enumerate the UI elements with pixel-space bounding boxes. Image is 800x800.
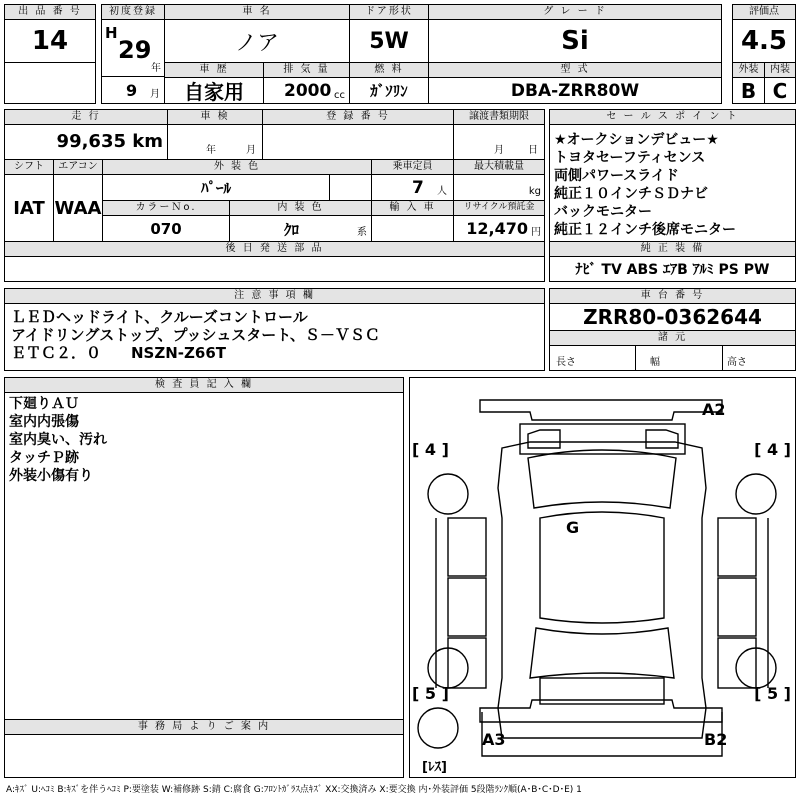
exterior-score: B [732, 77, 765, 104]
color-no-label: カラーＮo. [102, 200, 230, 216]
sales-point-item: 純正１０インチＳＤナビ [554, 186, 708, 202]
sales-points-list [549, 124, 796, 242]
import-label: 輸 入 車 [371, 200, 454, 216]
later-parts-cell [4, 256, 545, 282]
year-unit: 年 [151, 63, 161, 74]
ac: WAA [53, 174, 103, 242]
sales-point-item: ★オークションデビュー★ [554, 132, 719, 148]
int-color-cell [229, 215, 372, 242]
displacement-unit: cc [334, 90, 345, 101]
length-cell [549, 345, 636, 371]
model-name-label: 車 名 [164, 4, 350, 20]
mark-rear-right-wheel: [ 5 ] [754, 684, 791, 703]
equipment: ﾅﾋﾞ TV ABS ｴｱB ｱﾙﾐ PS PW [549, 256, 796, 282]
shift: IAT [4, 174, 54, 242]
mark-front-bumper: A2 [702, 400, 726, 419]
mileage-cell [4, 124, 168, 160]
width-label: 幅 [650, 357, 660, 368]
reg-no-label: 登 録 番 号 [262, 109, 454, 125]
dims-label: 諸 元 [549, 330, 796, 346]
note-line: アイドリングストップ、プッシュスタート、Ｓ－ＶＳＣ [11, 326, 380, 344]
office-box [4, 734, 404, 778]
inspector-box [4, 392, 404, 720]
first-reg-year-cell [101, 19, 165, 77]
legend: A:ｷｽﾞ U:ﾍｺﾐ B:ｷｽﾞを伴うﾍｺﾐ P:要塗装 W:補修跡 S:錆 C:腐食 G:ﾌﾛﾝﾄｶﾞﾗｽ点ｷｽﾞ XX:交換済み X:要交換 内･外装評価 5段階ﾗﾝｸ順(A･B･C･D･E) 1 [6, 785, 582, 795]
model-name: ノア [164, 19, 350, 63]
type: DBA-ZRR80W [428, 77, 722, 104]
year: 29 [118, 36, 152, 64]
load-cell [453, 174, 545, 201]
door-label: ドア形状 [349, 4, 429, 20]
color-no: 070 [102, 215, 230, 242]
seats: 7 [412, 178, 424, 198]
grade-label: グ レ ー ド [428, 4, 722, 20]
car-outline-diagram [410, 378, 795, 777]
mark-rear-left: A3 [482, 730, 506, 749]
era: H [105, 24, 118, 42]
import-cell [371, 215, 454, 242]
displacement-cell [263, 77, 350, 104]
mark-front-right-wheel: [ 4 ] [754, 440, 791, 459]
width-cell [635, 345, 723, 371]
mark-spare-tire: [ﾚｽ] [422, 760, 447, 775]
load-unit: kg [528, 186, 541, 197]
length-label: 長さ [556, 357, 576, 368]
sales-point-item: 純正１２インチ後席モニター [554, 222, 736, 238]
inspection-month-unit: 月 [246, 145, 256, 156]
sales-point-item: トヨタセーフティセンス [554, 150, 706, 166]
shift-label: シフト [4, 159, 54, 175]
load-label: 最大積載量 [453, 159, 545, 175]
score: 4.5 [732, 19, 796, 63]
exterior-label: 外装 [732, 62, 765, 78]
transfer-day-unit: 日 [528, 145, 538, 156]
sales-points-label: セ ー ル ス ポ イ ン ト [549, 109, 796, 125]
interior-label: 内装 [764, 62, 796, 78]
recycle-cell [453, 215, 545, 242]
color-extra [329, 174, 372, 201]
note-line: ＥＴＣ２．０ NSZN-Z66T [11, 344, 226, 362]
equipment-label: 純 正 装 備 [549, 241, 796, 257]
sales-point-item: バックモニター [554, 204, 652, 220]
lot-no: 14 [4, 19, 96, 63]
inspector-line: 下廻りＡＵ [9, 396, 79, 412]
door: 5W [349, 19, 429, 63]
inspection-cell [167, 124, 263, 160]
color: ﾊﾟｰﾙ [102, 174, 330, 201]
seats-cell [371, 174, 454, 201]
mark-rear-right: B2 [704, 730, 728, 749]
first-reg-label: 初度登録 [101, 4, 165, 20]
mileage-label: 走 行 [4, 109, 168, 125]
chassis-label: 車 台 番 号 [549, 288, 796, 304]
mark-rear-left-wheel: [ 5 ] [412, 684, 449, 703]
fuel-label: 燃 料 [349, 62, 429, 78]
seats-label: 乗車定員 [371, 159, 454, 175]
color-label: 外 装 色 [102, 159, 372, 175]
recycle: 12,470 [466, 219, 528, 238]
notes-label: 注 意 事 項 欄 [4, 288, 545, 304]
inspector-label: 検 査 員 記 入 欄 [4, 377, 404, 393]
displacement: 2000 [284, 81, 332, 101]
inspector-line: タッチＰ跡 [9, 450, 79, 466]
height-label: 高さ [727, 357, 747, 368]
month-unit: 月 [150, 89, 160, 100]
inspector-line: 外装小傷有り [9, 468, 93, 484]
mark-front-left-wheel: [ 4 ] [412, 440, 449, 459]
mark-windshield: G [566, 518, 580, 537]
month: 9 [126, 81, 138, 100]
chassis-number: ZRR80-0362644 [549, 303, 796, 331]
later-parts-label: 後 日 発 送 部 品 [4, 241, 545, 257]
grade: Si [428, 19, 722, 63]
int-color-label: 内 装 色 [229, 200, 372, 216]
history: 自家用 [164, 77, 264, 104]
transfer-month-unit: 月 [494, 145, 504, 156]
reg-no-cell [262, 124, 454, 160]
displacement-label: 排 気 量 [263, 62, 350, 78]
lot-no-label: 出 品 番 号 [4, 4, 96, 20]
lot-no-blank [4, 62, 96, 104]
inspector-line: 室内臭い、汚れ [9, 432, 107, 448]
type-label: 型 式 [428, 62, 722, 78]
sales-point-item: 両側パワースライド [554, 168, 679, 184]
note-line: ＬＥＤヘッドライト、クルーズコントロール [11, 308, 308, 326]
height-cell [722, 345, 796, 371]
inspector-line: 室内内張傷 [9, 414, 79, 430]
first-reg-month-cell [101, 76, 165, 104]
inspection-year-unit: 年 [206, 145, 216, 156]
transfer-cell [453, 124, 545, 160]
recycle-label: リサイクル預託金 [453, 200, 545, 216]
fuel: ｶﾞｿﾘﾝ [349, 77, 429, 104]
int-color: ｸﾛ [284, 221, 300, 239]
seats-unit: 人 [437, 186, 447, 197]
notes-box [4, 303, 545, 371]
mileage: 99,635 km [56, 131, 163, 152]
score-label: 評価点 [732, 4, 796, 20]
history-label: 車 歴 [164, 62, 264, 78]
recycle-unit: 円 [531, 227, 541, 238]
interior-score: C [764, 77, 796, 104]
transfer-label: 譲渡書類期限 [453, 109, 545, 125]
ac-label: エアコン [53, 159, 103, 175]
int-color-unit: 系 [357, 227, 367, 238]
inspection-label: 車 検 [167, 109, 263, 125]
damage-diagram [409, 377, 796, 778]
office-label: 事 務 局 よ り ご 案 内 [4, 719, 404, 735]
